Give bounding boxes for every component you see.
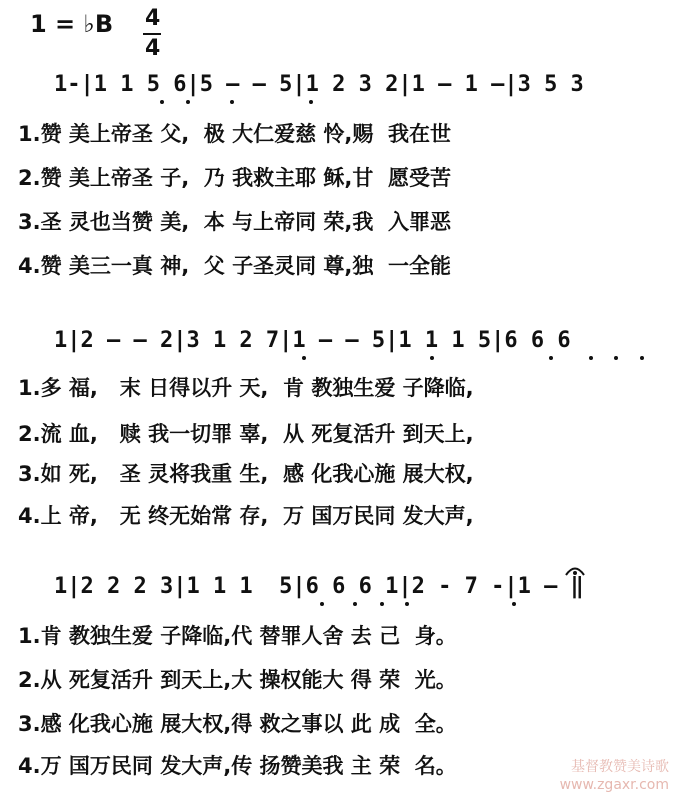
- low-octave-dot: [589, 356, 593, 360]
- watermark-url: www.zgaxr.com: [559, 777, 669, 793]
- notation-line-1: 1-|1 1 5 6|5 — — 5|1 2 3 2|1 — 1 —|3 5 3: [54, 72, 584, 97]
- watermark: [560, 758, 669, 794]
- lyric-line: 2.流 血, 赎 我一切罪 辜, 从 死复活升 到天上,: [18, 422, 474, 446]
- time-signature-bar: [143, 33, 161, 35]
- lyric-line: 2.赞 美上帝圣 子, 乃 我救主耶 稣,甘 愿受苦: [18, 166, 452, 190]
- low-octave-dot: [320, 602, 324, 606]
- lyric-line: 1.肯 教独生爱 子降临,代 替罪人舍 去 己 身。: [18, 624, 457, 648]
- low-octave-dot: [380, 602, 384, 606]
- key-signature: 1 = ♭B: [30, 10, 114, 38]
- low-octave-dot: [614, 356, 618, 360]
- lyric-line: 1.多 福, 末 日得以升 天, 肯 教独生爱 子降临,: [18, 376, 474, 400]
- watermark-line: 基督教赞美诗歌: [571, 759, 669, 775]
- lyric-line: 3.圣 灵也当赞 美, 本 与上帝同 荣,我 入罪恶: [18, 210, 452, 234]
- low-octave-dot: [230, 100, 234, 104]
- low-octave-dot: [309, 100, 313, 104]
- low-octave-dot: [160, 100, 164, 104]
- lyric-line: 2.从 死复活升 到天上,大 操权能大 得 荣 光。: [18, 668, 457, 692]
- low-octave-dot: [405, 602, 409, 606]
- low-octave-dot: [353, 602, 357, 606]
- lyric-line: 4.万 国万民同 发大声,传 扬赞美我 主 荣 名。: [18, 754, 457, 778]
- low-octave-dot: [302, 356, 306, 360]
- notation-line-2: 1|2 — — 2|3 1 2 7|1 — — 5|1 1 1 5|6 6 6: [54, 328, 571, 353]
- lyric-line: 4.赞 美三一真 神, 父 子圣灵同 尊,独 一全能: [18, 254, 452, 278]
- low-octave-dot: [512, 602, 516, 606]
- low-octave-dot: [549, 356, 553, 360]
- lyric-line: 4.上 帝, 无 终无始常 存, 万 国万民同 发大声,: [18, 504, 474, 528]
- lyric-line: 3.如 死, 圣 灵将我重 生, 感 化我心施 展大权,: [18, 462, 474, 486]
- time-signature-top: 4: [145, 6, 161, 31]
- notation-line-3: 1|2 2 2 3|1 1 1 5|6 6 6 1|2 - 7 -|1 — ‖: [54, 574, 584, 599]
- low-octave-dot: [640, 356, 644, 360]
- lyric-line: 1.赞 美上帝圣 父, 极 大仁爱慈 怜,赐 我在世: [18, 122, 452, 146]
- lyric-line: 3.感 化我心施 展大权,得 救之事以 此 成 全。: [18, 712, 457, 736]
- time-signature-bottom: 4: [145, 36, 161, 61]
- low-octave-dot: [430, 356, 434, 360]
- low-octave-dot: [186, 100, 190, 104]
